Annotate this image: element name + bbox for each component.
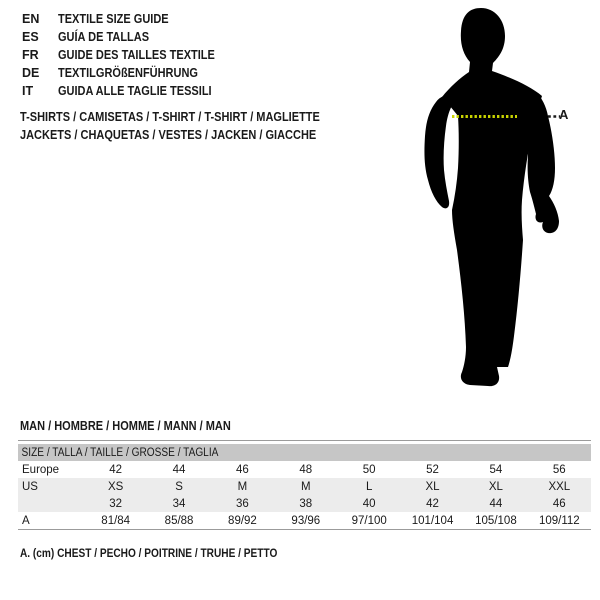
language-code: DE — [22, 66, 40, 80]
size-cell: M — [301, 480, 311, 493]
size-cell: 38 — [299, 497, 313, 510]
language-code: IT — [22, 84, 34, 98]
size-cell: 81/84 — [101, 514, 131, 527]
language-label: TEXTILGRÖßENFÜHRUNG — [58, 66, 198, 80]
size-cell: 32 — [109, 497, 123, 510]
category-line-tshirts: T-SHIRTS / CAMISETAS / T-SHIRT / T-SHIRT / MAGLIETTE — [20, 110, 320, 124]
size-cell: 42 — [109, 463, 123, 476]
size-cell: 54 — [489, 463, 503, 476]
table-bottom-border — [18, 529, 591, 530]
size-cell: 97/100 — [351, 514, 387, 527]
size-cell: 89/92 — [228, 514, 257, 527]
size-cell: 101/104 — [411, 514, 454, 527]
size-cell: XL — [488, 480, 503, 493]
size-cell: XXL — [548, 480, 571, 493]
size-cell: 56 — [552, 463, 566, 476]
table-header-label: SIZE / TALLA / TAILLE / GRÖSSE / TAGLIA — [21, 446, 219, 459]
size-cell: 105/108 — [475, 514, 517, 527]
size-cell: XS — [108, 480, 124, 493]
size-cell: XL — [425, 480, 440, 493]
table-row-numeric — [18, 495, 591, 512]
category-line-jackets: JACKETS / CHAQUETAS / VESTES / JACKEN / GIACCHE — [20, 128, 317, 142]
language-label: TEXTILE SIZE GUIDE — [58, 12, 169, 26]
row-label: US — [22, 480, 38, 493]
man-silhouette-right-arm — [528, 92, 559, 233]
size-cell: M — [237, 480, 248, 493]
size-cell: L — [365, 480, 373, 493]
language-label: GUÍA DE TALLAS — [58, 30, 150, 44]
size-cell: 42 — [426, 497, 439, 510]
size-cell: 93/96 — [291, 514, 321, 527]
size-cell: 36 — [236, 497, 249, 510]
man-silhouette-body — [442, 8, 542, 386]
size-cell: 48 — [299, 463, 313, 476]
row-label: A — [22, 514, 30, 527]
measurement-label-a: A — [559, 107, 569, 122]
language-code: FR — [22, 48, 39, 62]
size-cell: 44 — [172, 463, 186, 476]
footnote-chest: A. (cm) CHEST / PECHO / POITRINE / TRUHE / PETTO — [20, 548, 278, 560]
size-cell: 46 — [552, 497, 566, 510]
language-label: GUIDA ALLE TAGLIE TESSILI — [58, 84, 212, 98]
table-header-row — [18, 444, 591, 461]
size-cell: S — [175, 480, 183, 493]
size-cell: 50 — [362, 463, 376, 476]
size-cell: 85/88 — [164, 514, 194, 527]
language-code: ES — [22, 30, 39, 44]
size-table — [18, 440, 591, 530]
size-cell: 40 — [362, 497, 376, 510]
section-title-man: MAN / HOMBRE / HOMME / MANN / MAN — [20, 419, 231, 433]
size-cell: 44 — [489, 497, 503, 510]
size-cell: 52 — [426, 463, 439, 476]
row-label: Europe — [22, 463, 60, 476]
size-cell: 109/112 — [538, 514, 580, 527]
table-row-a-chest — [18, 512, 591, 529]
language-code: EN — [22, 12, 40, 26]
table-row-us — [18, 478, 591, 495]
size-cell: 34 — [172, 497, 186, 510]
size-cell: 46 — [236, 463, 249, 476]
table-row-europe — [18, 461, 591, 478]
language-label: GUIDE DES TAILLES TEXTILE — [58, 48, 215, 62]
